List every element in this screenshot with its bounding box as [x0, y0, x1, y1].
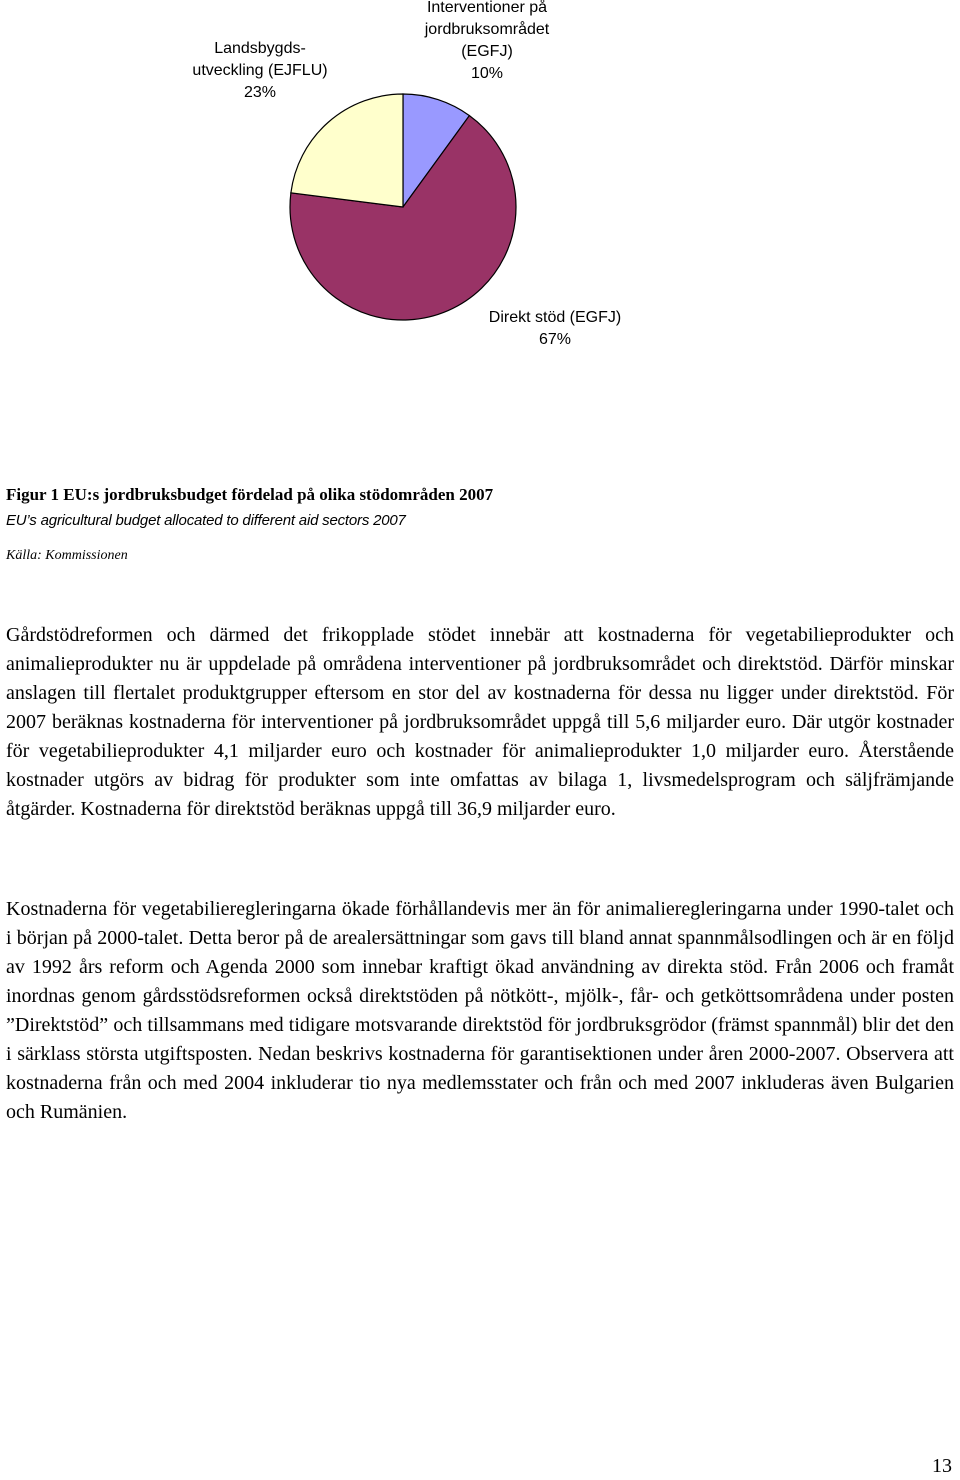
slice-label-line: Interventioner på — [426, 0, 548, 16]
pie-chart — [0, 0, 960, 360]
slice-value-label: 10% — [470, 65, 504, 82]
body-paragraph-2: Kostnaderna för vegetabilieregleringarna ökade förhållandevis mer än för animalieregleringarna under 1990-talet och i början på 2000-talet. Detta beror på de arealersättningar som gavs till bland annat spannmålsodlingen och är en följd av 1992 års reform och Agenda 2000 som innebar kraftigt ökad användning av direkta stöd. Från 2006 och framåt inordnas genom gårdsstödsreformen också direktstöden på nötkött-, mjölk-, får- och getköttsområdena under posten ”Direktstöd” och tillsammans med tidigare motsvarande direktstöd för jordbruksgrödor (främst spannmål) blir det den i särklass största utgiftsposten. Nedan beskrivs kostnaderna för garantisektionen under åren 2000-2007. Observera att kostnaderna från och med 2004 inkluderar tio nya medlemsstater och från och med 2007 inkluderas även Bulgarien och Rumänien. — [6, 898, 954, 1123]
slice-label-line: utveckling (EJFLU) — [192, 62, 328, 79]
slice-label-line: (EGFJ) — [461, 43, 513, 60]
slice-label-direct-support — [470, 307, 640, 351]
pie-slice-rural-development — [291, 94, 403, 207]
figure-source: Källa: Kommissionen — [6, 548, 128, 563]
slice-label-rural-development — [180, 38, 340, 104]
slice-value-label: 67% — [538, 331, 572, 348]
body-paragraph-1: Gårdstödreformen och därmed det frikopplade stödet innebär att kostnaderna för vegetabilieprodukter och animalieprodukter nu är uppdelade på områdena interventioner på jordbruksområdet och direktstöd. Därför minskar anslagen till flertalet produktgrupper eftersom en stor del av kostnaderna för dessa nu ligger under direktstöd. För 2007 beräknas kostnaderna för interventioner på jordbruksområdet uppgå till 5,6 miljarder euro. Där utgör kostnader för vegetabilieprodukter 4,1 miljarder euro och kostnader för animalieprodukter 1,0 miljarder euro. Återstående kostnader utgörs av bidrag för produkter som inte omfattas av bilaga 1, livsmedelsprogram och säljfrämjande åtgärder. Kostnaderna för direktstöd beräknas uppgå till 36,9 miljarder euro. — [6, 624, 954, 820]
slice-label-line: Landsbygds- — [214, 40, 306, 57]
figure-subtitle: EU’s agricultural budget allocated to different aid sectors 2007 — [6, 512, 406, 529]
slice-label-interventions — [402, 0, 572, 85]
page-number: 13 — [932, 1455, 952, 1477]
slice-label-line: jordbruksområdet — [424, 21, 550, 38]
slice-value-label: 23% — [243, 84, 277, 101]
slice-label-line: Direkt stöd (EGFJ) — [488, 309, 622, 326]
figure-title: Figur 1 EU:s jordbruksbudget fördelad på olika stödområden 2007 — [6, 485, 494, 504]
